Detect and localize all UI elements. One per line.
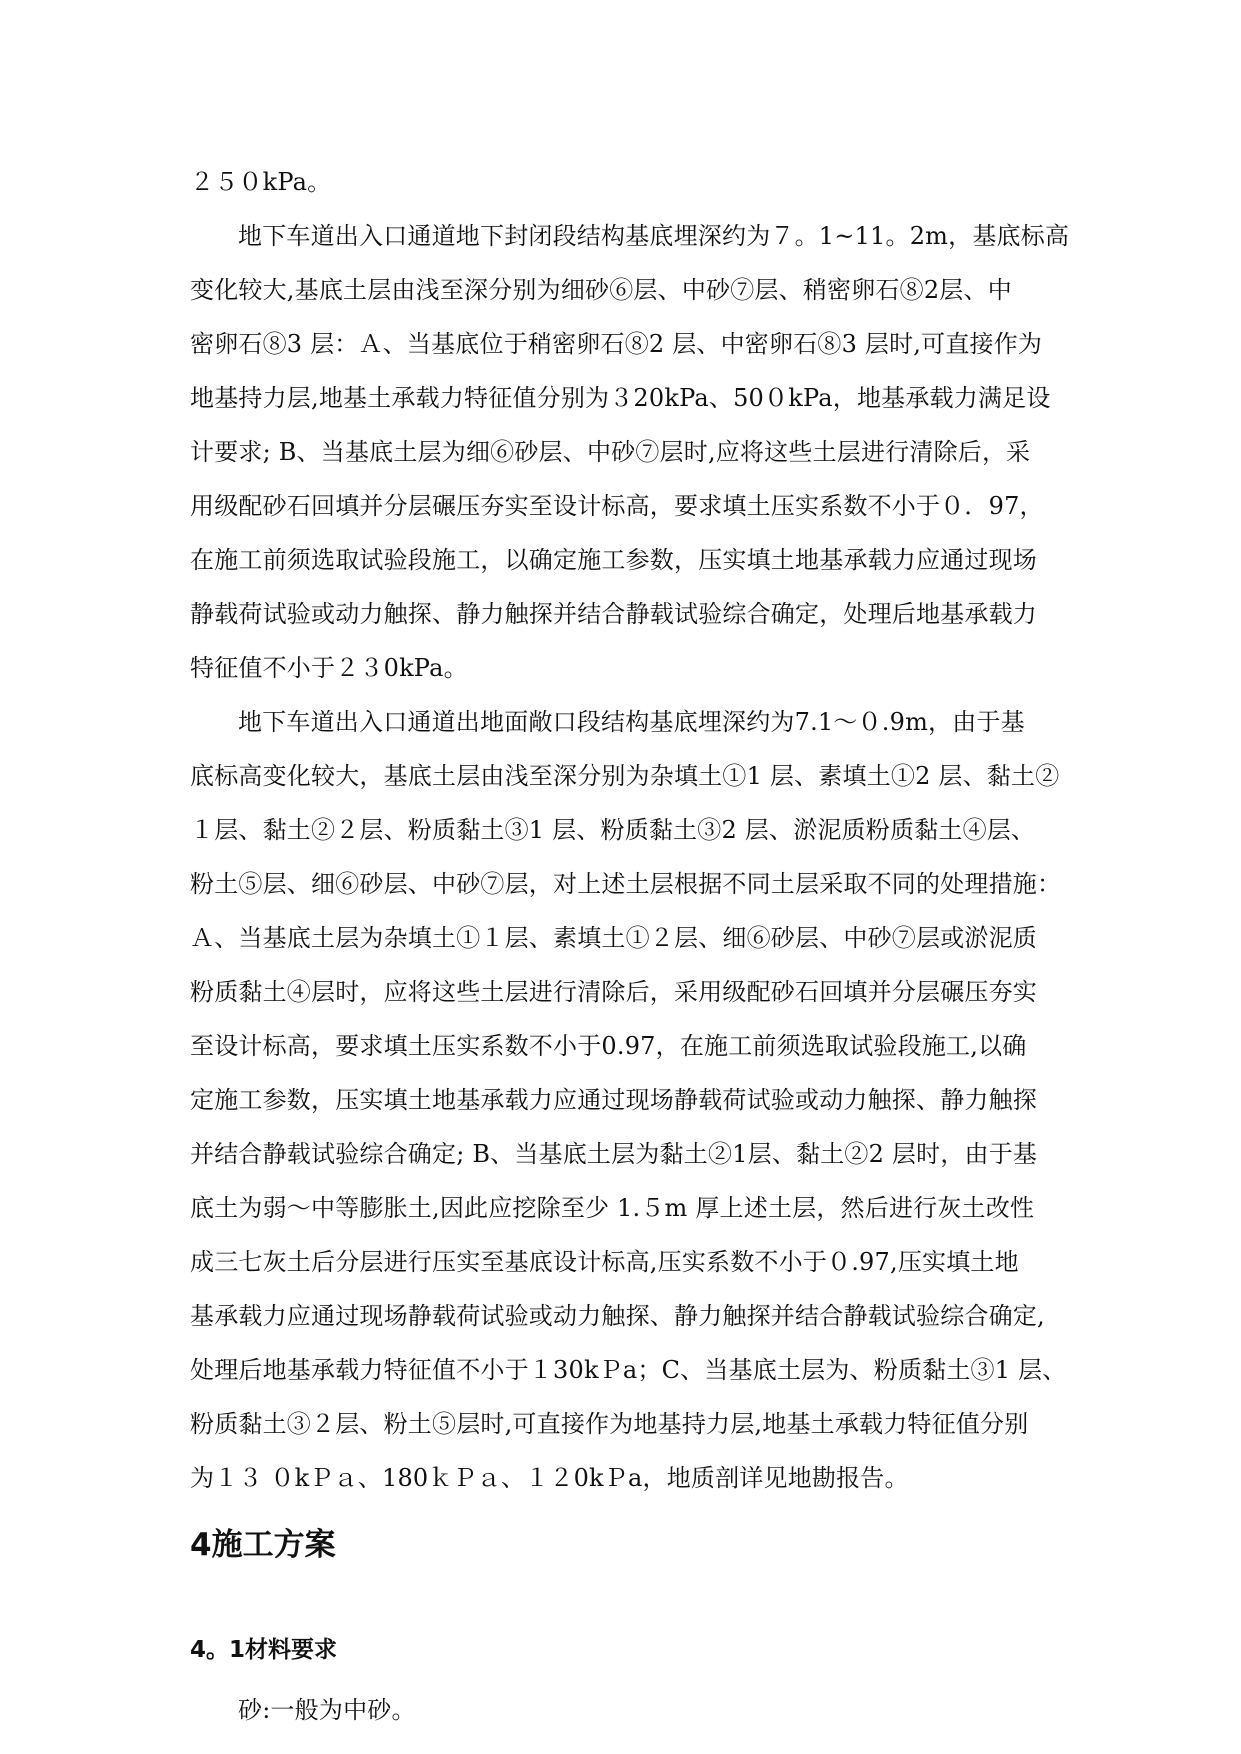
para2-line-10: 底土为弱～中等膨胀土,因此应挖除至少 1.５m 厚上述土层，然后进行灰土改性 (190, 1194, 1035, 1222)
para1-line-6: 用级配砂石回填并分层碾压夯实至设计标高，要求填土压实系数不小于０．97， (190, 492, 1044, 520)
para1-line-9: 特征值不小于２３0kPa。 (190, 654, 468, 682)
para2-line-2: 底标高变化较大，基底土层由浅至深分别为杂填土①1 层、素填土①2 层、黏土② (190, 762, 1060, 790)
document-page (190, 155, 1070, 1737)
para2-line-1: 地下车道出入口通道出地面敞口段结构基底埋深约为7.1～０.9m，由于基 (238, 708, 1025, 736)
sand-requirement: 砂:一般为中砂。 (238, 1696, 416, 1724)
para2-line-6: 粉质黏土④层时，应将这些土层进行清除后，采用级配砂石回填并分层碾压夯实 (190, 978, 1037, 1006)
intro-line: ２５０kPa。 (190, 168, 332, 196)
para2-line-5: Ａ、当基底土层为杂填土①１层、素填土①２层、细⑥砂层、中砂⑦层或淤泥质 (190, 924, 1037, 952)
para1-line-3: 密卵石⑧3 层：Ａ、当基底位于稍密卵石⑧2 层、中密卵石⑧3 层时,可直接作为 (190, 330, 1043, 358)
para2-line-14: 粉质黏土③２层、粉土⑤层时,可直接作为地基持力层,地基土承载力特征值分别 (190, 1410, 1029, 1438)
para1-line-8: 静载荷试验或动力触探、静力触探并结合静载试验综合确定，处理后地基承载力 (190, 600, 1037, 628)
para2-line-4: 粉土⑤层、细⑥砂层、中砂⑦层，对上述土层根据不同土层采取不同的处理措施： (190, 870, 1062, 898)
para2-line-11: 成三七灰土后分层进行压实至基底设计标高,压实系数不小于０.97,压实填土地 (190, 1248, 1019, 1276)
para2-line-7: 至设计标高，要求填土压实系数不小于0.97，在施工前须选取试验段施工,以确 (190, 1032, 1027, 1060)
para2-line-3: １层、黏土②２层、粉质黏土③1 层、粉质黏土③2 层、淤泥质粉质黏土④层、 (190, 816, 1036, 844)
para1-line-2: 变化较大,基底土层由浅至深分别为细砂⑥层、中砂⑦层、稍密卵石⑧2层、中 (190, 276, 1012, 304)
para2-line-8: 定施工参数，压实填土地基承载力应通过现场静载荷试验或动力触探、静力触探 (190, 1086, 1037, 1114)
para1-line-5: 计要求; B、当基底土层为细⑥砂层、中砂⑦层时,应将这些土层进行清除后，采 (190, 438, 1031, 466)
para2-line-12: 基承载力应通过现场静载荷试验或动力触探、静力触探并结合静载试验综合确定, (190, 1302, 1045, 1330)
para2-line-13: 处理后地基承载力特征值不小于１30kＰa；C、当基底土层为、粉质黏土③1 层、 (190, 1356, 1067, 1384)
para1-line-1: 地下车道出入口通道地下封闭段结构基底埋深约为７。1~11。2m，基底标高 (238, 222, 1070, 250)
section-heading-4: 4施工方案 (190, 1527, 336, 1563)
section-heading-4-1: 4。1材料要求 (190, 1637, 338, 1663)
para1-line-7: 在施工前须选取试验段施工，以确定施工参数，压实填土地基承载力应通过现场 (190, 546, 1037, 574)
para1-line-4: 地基持力层,地基土承载力特征值分别为３20kPa、50０kPa，地基承载力满足设 (190, 384, 1051, 412)
para2-line-15: 为１３ ０kＰａ、180ｋＰａ、１２0kＰa，地质剖详见地勘报告。 (190, 1464, 909, 1492)
para2-line-9: 并结合静载试验综合确定; B、当基底土层为黏土②1层、黏土②2 层时，由于基 (190, 1140, 1038, 1168)
